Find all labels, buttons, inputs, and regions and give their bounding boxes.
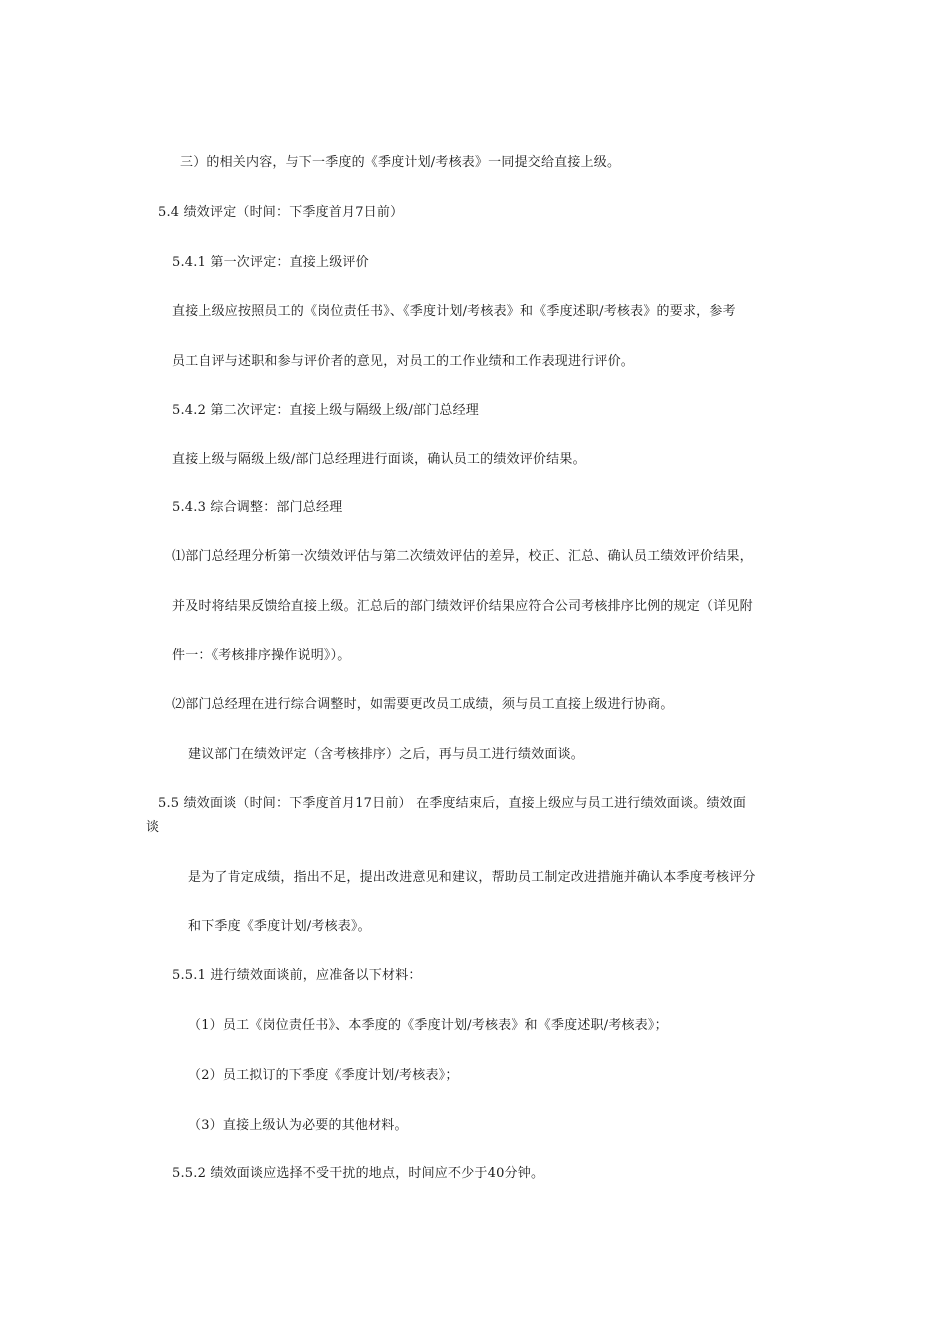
list-item: （2）员工拟订的下季度《季度计划/考核表》； [188, 1068, 459, 1083]
paragraph-line: 谈 [146, 820, 160, 835]
paragraph-line: 员工自评与述职和参与评价者的意见，对员工的工作业绩和工作表现进行评价。 [172, 354, 635, 369]
subsection-heading-5-4-3: 5.4.3 综合调整：部门总经理 [172, 500, 343, 515]
section-heading-5-4: 5.4 绩效评定（时间：下季度首月7日前） [158, 205, 404, 220]
subsection-heading-5-4-2: 5.4.2 第二次评定：直接上级与隔级上级/部门总经理 [172, 403, 479, 418]
paragraph-line: 件一：《考核排序操作说明》）。 [172, 648, 351, 663]
paragraph-line: 直接上级应按照员工的《岗位责任书》、《季度计划/考核表》和《季度述职/考核表》的要求，参考 [172, 304, 736, 319]
subsection-heading-5-4-1: 5.4.1 第一次评定：直接上级评价 [172, 255, 369, 270]
section-heading-5-5: 5.5 绩效面谈（时间：下季度首月17日前） 在季度结束后，直接上级应与员工进行绩效面谈。绩效面 [158, 796, 747, 811]
list-item: （3）直接上级认为必要的其他材料。 [188, 1118, 408, 1133]
paragraph-line: 直接上级与隔级上级/部门总经理进行面谈，确认员工的绩效评价结果。 [172, 452, 586, 467]
subsection-heading-5-5-2: 5.5.2 绩效面谈应选择不受干扰的地点，时间应不少于40分钟。 [172, 1166, 545, 1181]
text-line-continuation: 三）的相关内容，与下一季度的《季度计划/考核表》一同提交给直接上级。 [180, 155, 621, 170]
paragraph-line: 并及时将结果反馈给直接上级。汇总后的部门绩效评价结果应符合公司考核排序比例的规定（详见附 [172, 599, 753, 614]
list-item: （1）员工《岗位责任书》、本季度的《季度计划/考核表》和《季度述职/考核表》； [188, 1018, 668, 1033]
paragraph-line: 和下季度《季度计划/考核表》。 [188, 919, 371, 934]
subsection-heading-5-5-1: 5.5.1 进行绩效面谈前，应准备以下材料： [172, 968, 422, 983]
paragraph-line: ⑴部门总经理分析第一次绩效评估与第二次绩效评估的差异，校正、汇总、确认员工绩效评价结果， [172, 549, 753, 564]
paragraph-line: ⑵部门总经理在进行综合调整时，如需要更改员工成绩，须与员工直接上级进行协商。 [172, 697, 674, 712]
paragraph-line: 是为了肯定成绩，指出不足，提出改进意见和建议，帮助员工制定改进措施并确认本季度考核评分 [188, 870, 756, 885]
paragraph-line: 建议部门在绩效评定（含考核排序）之后，再与员工进行绩效面谈。 [188, 747, 585, 762]
